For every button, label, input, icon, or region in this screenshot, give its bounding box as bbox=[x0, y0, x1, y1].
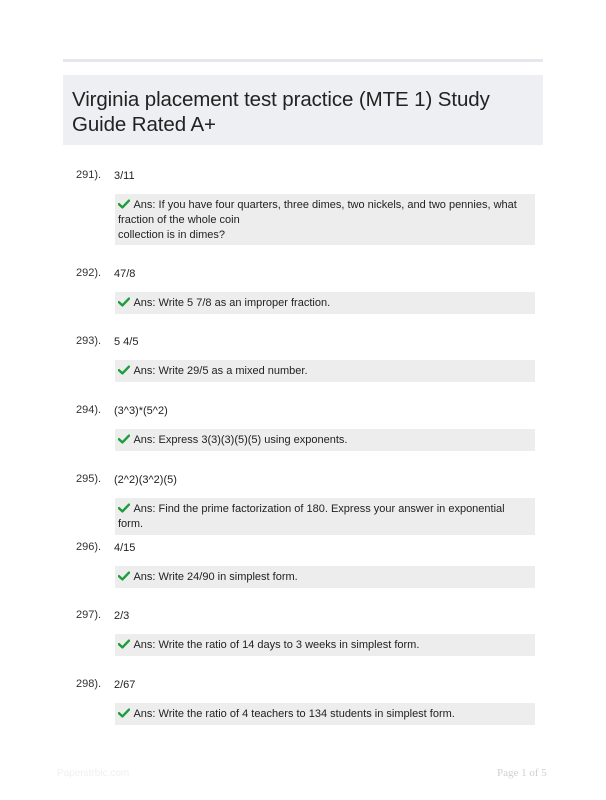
question-line: Write 29/5 as a mixed number. bbox=[158, 365, 308, 377]
question-number: 291). bbox=[76, 169, 102, 181]
question-number: 292). bbox=[76, 267, 102, 279]
question-number: 298). bbox=[76, 678, 102, 690]
checkmark-icon bbox=[118, 571, 130, 581]
ans-prefix: Ans: bbox=[133, 199, 156, 211]
question-line: Express 3(3)(3)(5)(5) using exponents. bbox=[158, 434, 348, 446]
top-rule bbox=[63, 59, 543, 62]
answer-text: (3^3)*(5^2) bbox=[114, 405, 168, 417]
question-number: 297). bbox=[76, 609, 102, 621]
ans-prefix: Ans: bbox=[133, 365, 156, 377]
ans-prefix: Ans: bbox=[133, 297, 156, 309]
answer-text: 4/15 bbox=[114, 542, 136, 554]
title-block bbox=[63, 75, 543, 145]
page-title: Virginia placement test practice (MTE 1) Study Guide Rated A+ bbox=[72, 88, 490, 136]
question-line: Find the prime factorization of 180. Express your answer in exponential form. bbox=[118, 503, 505, 530]
question-line: collection is in dimes? bbox=[118, 228, 225, 241]
ans-prefix: Ans: bbox=[133, 503, 156, 515]
page-number: Page 1 of 5 bbox=[497, 767, 547, 779]
checkmark-icon bbox=[118, 639, 130, 649]
question-box bbox=[115, 634, 535, 656]
checkmark-icon bbox=[118, 708, 130, 718]
ans-prefix: Ans: bbox=[133, 434, 156, 446]
question-box bbox=[115, 360, 535, 382]
checkmark-icon bbox=[118, 434, 130, 444]
question-number: 294). bbox=[76, 404, 102, 416]
answer-text: 47/8 bbox=[114, 268, 136, 280]
question-line: If you have four quarters, three dimes, two nickels, and two pennies, what bbox=[158, 199, 517, 211]
question-line: Write the ratio of 4 teachers to 134 students in simplest form. bbox=[158, 708, 455, 720]
question-number: 295). bbox=[76, 473, 102, 485]
question-line: Write the ratio of 14 days to 3 weeks in simplest form. bbox=[158, 639, 420, 651]
question-box bbox=[115, 429, 535, 451]
question-number: 293). bbox=[76, 335, 102, 347]
answer-text: (2^2)(3^2)(5) bbox=[114, 474, 177, 486]
ans-prefix: Ans: bbox=[133, 708, 156, 720]
answer-text: 2/67 bbox=[114, 679, 136, 691]
question-box bbox=[115, 194, 535, 245]
checkmark-icon bbox=[118, 199, 130, 209]
footer-watermark: Paperstrbic.com bbox=[57, 768, 130, 779]
answer-text: 5 4/5 bbox=[114, 336, 139, 348]
answer-text: 3/11 bbox=[114, 170, 135, 182]
checkmark-icon bbox=[118, 365, 130, 375]
question-box bbox=[115, 566, 535, 588]
checkmark-icon bbox=[118, 503, 130, 513]
question-line: fraction of the whole coin bbox=[118, 213, 240, 226]
ans-prefix: Ans: bbox=[133, 639, 156, 651]
question-number: 296). bbox=[76, 541, 102, 553]
question-line: Write 24/90 in simplest form. bbox=[158, 571, 298, 583]
ans-prefix: Ans: bbox=[133, 571, 156, 583]
answer-text: 2/3 bbox=[114, 610, 130, 622]
question-box bbox=[115, 292, 535, 314]
question-box bbox=[115, 703, 535, 725]
checkmark-icon bbox=[118, 297, 130, 307]
question-line: Write 5 7/8 as an improper fraction. bbox=[158, 297, 331, 309]
question-box bbox=[115, 498, 535, 535]
